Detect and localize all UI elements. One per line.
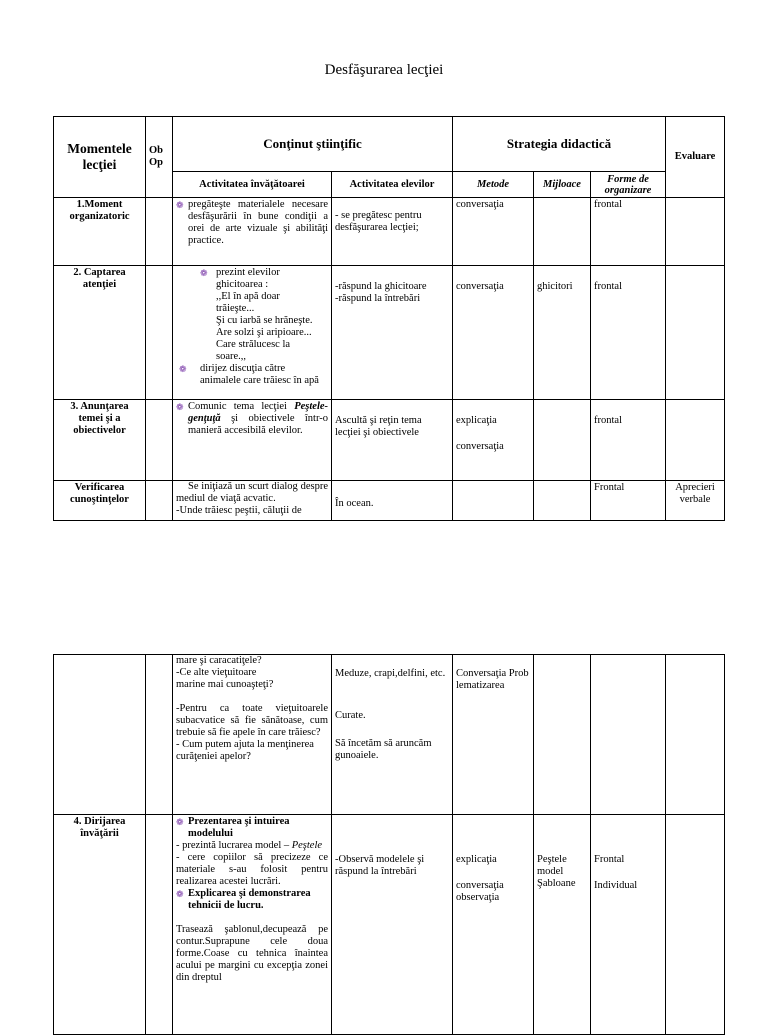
riddle-line: Şi cu iarbă se hrăneşte. [216,315,313,326]
riddle-line: soare.,, [216,351,247,362]
lesson-table-part-1 [53,116,725,521]
forme-text: frontal [594,281,622,292]
lesson-topic: Peştele- genţuţă [188,401,329,424]
metode-cell [453,815,534,1035]
evaluare-cell: Aprecieri verbale [666,481,725,521]
moment-cell: 1.Moment organizatoric [54,198,146,266]
evaluare-cell [666,655,725,815]
metode-text: conversaţia [456,281,504,292]
flower-bullet-icon: ❁ [179,364,187,374]
header-activitatea-elevilor: Activitatea elevilor [332,172,453,198]
invatatoare-heading: Prezentarea şi intuirea modelului [188,816,290,839]
evaluare-cell [666,198,725,266]
invatatoare-cell [173,655,332,815]
invatatoare-text: -Unde trăiesc peştii, căluţii de [176,505,302,516]
forme-cell: Frontal [591,481,666,521]
metode-cell [453,266,534,400]
mijloace-text: Peştele model [537,854,567,877]
evaluare-cell [666,400,725,481]
moment-cell [54,655,146,815]
invatatoare-cell [173,266,332,400]
elevi-cell [332,481,453,521]
riddle-line: trăieşte... [216,303,255,314]
page-title: Desfăşurarea lecţiei [324,62,444,78]
table-row [54,815,725,1035]
moment-cell: 2. Captarea atenţiei [54,266,146,400]
moment-cell: Verificarea cunoştinţelor [54,481,146,521]
header-continut: Conţinut ştiinţific [173,117,453,172]
riddle-line: ,,El în apă doar [216,291,280,302]
metode-text: conversaţia [456,441,504,452]
elevi-text: -răspund la ghicitoare [335,281,427,292]
forme-text: Frontal [594,854,625,865]
header-forme: Forme de organizare [591,172,666,198]
elevi-text: În ocean. [335,498,374,509]
moment-cell: 3. Anunţarea temei şi a obiectivelor [54,400,146,481]
header-activitatea-invatatoarei: Activitatea învăţătoarei [173,172,332,198]
invatatoare-text: mare şi caracatiţele? [176,655,262,666]
invatatoare-text: Se iniţiază un scurt dialog despre mediul de viaţă acvatic. [176,481,328,504]
flower-bullet-icon: ❁ [176,817,184,827]
mijloace-text: ghicitori [537,281,573,292]
metode-cell: conversaţia [453,198,534,266]
mijloace-text: Şabloane [537,878,576,889]
ob-cell [146,815,173,1035]
forme-cell: frontal [591,198,666,266]
forme-cell [591,400,666,481]
metode-text: observaţia [456,892,500,903]
header-ob-op: Ob Op [146,117,173,198]
forme-text: frontal [594,415,622,426]
invatatoare-cell [173,815,332,1035]
mijloace-cell [534,815,591,1035]
table-row [54,198,725,266]
metode-text: explicaţia [456,415,497,426]
invatatoare-text: pregăteşte materialele necesare desfăşurării în bune condiţii a orei de arte vizuale şi abilităţi practice. [188,199,328,246]
elevi-cell [332,655,453,815]
elevi-text: -Observă modelele şi răspund la întrebări [335,854,425,877]
invatatoare-text: -Pentru ca toate vieţuitoarele subacvatice să fie sănătoase, cum trebuie să fie apele în care trăiesc? [176,703,328,738]
mijloace-cell [534,400,591,481]
elevi-text: - se pregătesc pentru desfăşurarea lecţiei; [335,210,422,233]
elevi-cell [332,815,453,1035]
header-evaluare: Evaluare [666,117,725,198]
invatatoare-text: Trasează şablonul,decupează pe contur.Suprapune cele doua forme.Coase cu tehnica înaintea acului pe margini cu excepţia zonei din dreptul [176,924,328,983]
riddle-text [176,291,328,363]
invatatoare-text: -Ce alte vieţuitoare marine mai cunoaşteţi? [176,667,274,690]
invatatoare-text: şi obiectivele într-o manieră accesibilă elevilor. [188,413,328,436]
elevi-cell [332,400,453,481]
elevi-text: Meduze, crapi,delfini, etc. [335,668,446,679]
flower-bullet-icon: ❁ [176,402,184,412]
forme-cell [591,266,666,400]
flower-bullet-icon: ❁ [200,268,208,278]
flower-bullet-icon: ❁ [176,200,184,210]
invatatoare-cell [173,400,332,481]
invatatoare-text: dirijez discuţia către animalele care trăiesc în apă [200,363,319,386]
header-momente: Momentele lecţiei [54,117,146,198]
metode-cell [453,481,534,521]
lesson-table-part-2 [53,654,725,1035]
metode-cell [453,655,534,815]
invatatoare-cell [173,198,332,266]
table-row [54,400,725,481]
table-row [54,266,725,400]
elevi-cell [332,266,453,400]
table-row [54,655,725,815]
forme-text: Individual [594,880,638,891]
invatatoare-text: - Cum putem ajuta la menţinerea curăţeniei apelor? [176,739,314,762]
ob-cell [146,481,173,521]
invatatoare-heading: Explicarea şi demonstrarea tehnicii de lucru. [188,888,311,911]
moment-cell: 4. Dirijarea învăţării [54,815,146,1035]
elevi-text: Ascultă şi reţin tema lecţiei şi obiectivele [335,415,422,438]
model-name: Peştele [291,840,323,851]
invatatoare-cell [173,481,332,521]
flower-bullet-icon: ❁ [176,889,184,899]
header-metode: Metode [453,172,534,198]
invatatoare-text: - prezintă lucrarea model – [176,840,290,851]
invatatoare-text: - cere copiilor să precizeze ce materiale s-au folosit pentru realizarea acestei lucrări. [176,852,328,887]
riddle-line: Are solzi şi aripioare... [216,327,312,338]
invatatoare-text: prezint elevilor ghicitoarea : [216,267,280,290]
elevi-text: Să încetăm să aruncăm gunoaiele. [335,738,432,761]
mijloace-cell [534,198,591,266]
metode-text: Conversaţia Problematizarea [456,668,529,691]
metode-text: explicaţia [456,854,497,865]
mijloace-cell [534,266,591,400]
metode-text: conversaţia [456,880,504,891]
invatatoare-text: Comunic tema lecţiei [188,401,287,412]
ob-cell [146,198,173,266]
header-mijloace: Mijloace [534,172,591,198]
mijloace-cell [534,481,591,521]
mijloace-cell [534,655,591,815]
table-row [54,481,725,521]
ob-cell [146,400,173,481]
forme-cell [591,655,666,815]
evaluare-cell [666,266,725,400]
header-strategia: Strategia didactică [453,117,666,172]
metode-cell [453,400,534,481]
evaluare-cell [666,815,725,1035]
elevi-text: Curate. [335,710,366,721]
elevi-cell [332,198,453,266]
ob-cell [146,266,173,400]
forme-cell [591,815,666,1035]
ob-cell [146,655,173,815]
riddle-line: Care strălucesc la [216,339,291,350]
elevi-text: -răspund la întrebări [335,293,421,304]
